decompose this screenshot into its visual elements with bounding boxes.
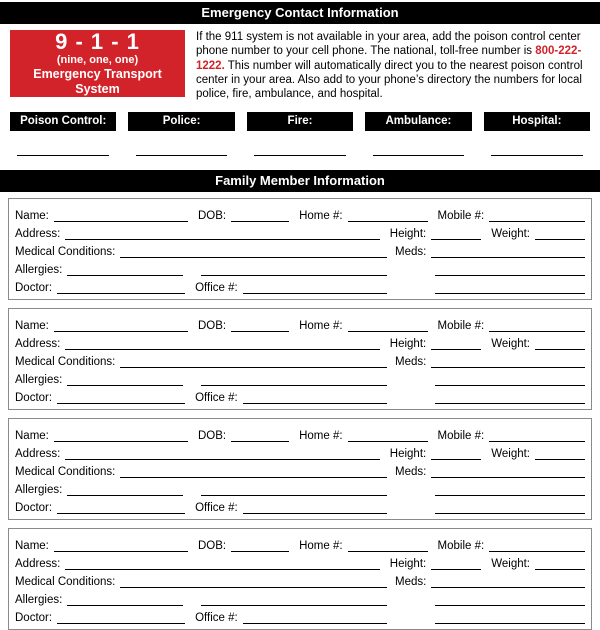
doctor-label: Doctor: bbox=[15, 502, 53, 515]
medical-conditions-blank-line bbox=[120, 245, 387, 258]
intro-paragraph bbox=[196, 30, 590, 101]
member-row-doctor bbox=[15, 606, 585, 624]
emergency-contact-form bbox=[0, 2, 600, 630]
member-row-allergies bbox=[15, 368, 585, 386]
contact-label: Police: bbox=[128, 112, 234, 131]
emergency-contacts-row bbox=[0, 112, 600, 156]
dob-label: DOB: bbox=[197, 540, 227, 553]
member-row-address bbox=[15, 442, 585, 460]
member-row-medical bbox=[15, 460, 585, 478]
weight-blank-line bbox=[535, 447, 585, 460]
doctor-label: Doctor: bbox=[15, 612, 53, 625]
contact-column bbox=[365, 112, 471, 156]
name-blank-line bbox=[54, 209, 188, 222]
doctor-blank-line bbox=[57, 391, 185, 404]
member-row-name bbox=[15, 314, 585, 332]
member-row-doctor bbox=[15, 276, 585, 294]
meds-continuation-zone bbox=[395, 483, 585, 496]
meds-label: Meds: bbox=[395, 356, 427, 369]
name-blank-line bbox=[54, 319, 188, 332]
address-blank-line bbox=[65, 557, 379, 570]
meds-blank-line bbox=[431, 465, 585, 478]
meds-blank-line-2 bbox=[435, 263, 585, 276]
allergies-extra-blank-line bbox=[201, 373, 387, 386]
doctor-blank-line bbox=[57, 281, 185, 294]
weight-label: Weight: bbox=[491, 448, 530, 461]
member-row-allergies bbox=[15, 478, 585, 496]
name-label: Name: bbox=[15, 210, 49, 223]
address-blank-line bbox=[65, 227, 379, 240]
mobile-phone-blank-line bbox=[489, 539, 585, 552]
allergies-label: Allergies: bbox=[15, 484, 63, 497]
911-banner bbox=[10, 30, 185, 97]
contact-column bbox=[484, 112, 590, 156]
mobile-phone-label: Mobile #: bbox=[437, 540, 485, 553]
meds-continuation-zone-2 bbox=[395, 391, 585, 404]
911-number: 9 - 1 - 1 bbox=[55, 29, 140, 54]
meds-continuation-zone bbox=[395, 593, 585, 606]
contact-label: Ambulance: bbox=[365, 112, 471, 131]
office-phone-label: Office #: bbox=[195, 392, 238, 405]
mobile-phone-label: Mobile #: bbox=[437, 210, 485, 223]
family-member-block-2 bbox=[8, 308, 592, 410]
section-header-emergency bbox=[0, 2, 600, 24]
meds-zone bbox=[395, 355, 585, 368]
doctor-label: Doctor: bbox=[15, 282, 53, 295]
home-phone-blank-line bbox=[348, 209, 428, 222]
medical-conditions-label: Medical Conditions: bbox=[15, 576, 116, 589]
medical-conditions-blank-line bbox=[120, 575, 387, 588]
contact-blank-line bbox=[136, 155, 228, 156]
height-label: Height: bbox=[389, 448, 427, 461]
height-blank-line bbox=[431, 337, 481, 350]
height-label: Height: bbox=[389, 338, 427, 351]
911-system-label: Emergency Transport System bbox=[33, 67, 162, 96]
member-row-medical bbox=[15, 240, 585, 258]
meds-label: Meds: bbox=[395, 576, 427, 589]
meds-zone bbox=[395, 575, 585, 588]
allergies-extra-blank-line bbox=[201, 263, 387, 276]
meds-blank-line-3 bbox=[435, 391, 585, 404]
office-phone-blank-line bbox=[243, 501, 387, 514]
address-blank-line bbox=[65, 447, 379, 460]
home-phone-blank-line bbox=[348, 539, 428, 552]
medical-conditions-label: Medical Conditions: bbox=[15, 246, 116, 259]
medical-conditions-label: Medical Conditions: bbox=[15, 356, 116, 369]
family-section-title: Family Member Information bbox=[215, 173, 385, 189]
allergies-extra-blank-line bbox=[201, 593, 387, 606]
family-member-blocks bbox=[0, 198, 600, 630]
member-row-allergies bbox=[15, 258, 585, 276]
dob-blank-line bbox=[231, 319, 289, 332]
member-row-address bbox=[15, 332, 585, 350]
dob-blank-line bbox=[231, 429, 289, 442]
allergies-extra-blank-line bbox=[201, 483, 387, 496]
height-label: Height: bbox=[389, 558, 427, 571]
contact-blank-line bbox=[491, 155, 583, 156]
member-row-name bbox=[15, 204, 585, 222]
meds-blank-line bbox=[431, 575, 585, 588]
weight-blank-line bbox=[535, 337, 585, 350]
weight-label: Weight: bbox=[491, 338, 530, 351]
meds-blank-line-3 bbox=[435, 501, 585, 514]
office-phone-label: Office #: bbox=[195, 612, 238, 625]
contact-label: Hospital: bbox=[484, 112, 590, 131]
contact-label: Fire: bbox=[247, 112, 353, 131]
meds-continuation-zone-2 bbox=[395, 501, 585, 514]
dob-label: DOB: bbox=[197, 320, 227, 333]
contact-column bbox=[128, 112, 234, 156]
allergies-label: Allergies: bbox=[15, 374, 63, 387]
office-phone-blank-line bbox=[243, 391, 387, 404]
member-row-medical bbox=[15, 350, 585, 368]
intro-section bbox=[0, 24, 600, 101]
home-phone-blank-line bbox=[348, 319, 428, 332]
dob-label: DOB: bbox=[197, 210, 227, 223]
name-blank-line bbox=[54, 539, 188, 552]
address-label: Address: bbox=[15, 448, 61, 461]
mobile-phone-blank-line bbox=[489, 429, 585, 442]
allergies-blank-line bbox=[67, 263, 183, 276]
weight-label: Weight: bbox=[491, 228, 530, 241]
contact-column bbox=[10, 112, 116, 156]
member-row-medical bbox=[15, 570, 585, 588]
weight-blank-line bbox=[535, 557, 585, 570]
poison-control-phone-number: 800-222-1222. bbox=[196, 45, 582, 72]
home-phone-label: Home #: bbox=[299, 320, 343, 333]
meds-blank-line bbox=[431, 245, 585, 258]
meds-zone bbox=[395, 465, 585, 478]
meds-continuation-zone bbox=[395, 263, 585, 276]
contact-label: Poison Control: bbox=[10, 112, 116, 131]
member-row-doctor bbox=[15, 496, 585, 514]
contact-blank-line bbox=[254, 155, 346, 156]
meds-label: Meds: bbox=[395, 466, 427, 479]
meds-blank-line-2 bbox=[435, 373, 585, 386]
family-member-block-3 bbox=[8, 418, 592, 520]
office-phone-label: Office #: bbox=[195, 502, 238, 515]
meds-blank-line-3 bbox=[435, 281, 585, 294]
office-phone-blank-line bbox=[243, 281, 387, 294]
weight-label: Weight: bbox=[491, 558, 530, 571]
intro-text-part1: If the 911 system is not available in your area, add the poison control center phone number to your cell phone. The national, toll-free number is bbox=[196, 31, 581, 58]
height-blank-line bbox=[431, 227, 481, 240]
address-label: Address: bbox=[15, 338, 61, 351]
mobile-phone-blank-line bbox=[489, 319, 585, 332]
allergies-label: Allergies: bbox=[15, 264, 63, 277]
member-row-allergies bbox=[15, 588, 585, 606]
medical-conditions-blank-line bbox=[120, 465, 387, 478]
member-row-doctor bbox=[15, 386, 585, 404]
home-phone-label: Home #: bbox=[299, 430, 343, 443]
dob-label: DOB: bbox=[197, 430, 227, 443]
weight-blank-line bbox=[535, 227, 585, 240]
dob-blank-line bbox=[231, 209, 289, 222]
name-blank-line bbox=[54, 429, 188, 442]
meds-zone bbox=[395, 245, 585, 258]
allergies-blank-line bbox=[67, 483, 183, 496]
meds-blank-line bbox=[431, 355, 585, 368]
address-blank-line bbox=[65, 337, 379, 350]
mobile-phone-label: Mobile #: bbox=[437, 320, 485, 333]
name-label: Name: bbox=[15, 540, 49, 553]
office-phone-label: Office #: bbox=[195, 282, 238, 295]
name-label: Name: bbox=[15, 320, 49, 333]
address-label: Address: bbox=[15, 228, 61, 241]
allergies-blank-line bbox=[67, 373, 183, 386]
family-member-block-1 bbox=[8, 198, 592, 300]
911-words: (nine, one, one) bbox=[56, 54, 139, 66]
member-row-address bbox=[15, 552, 585, 570]
home-phone-blank-line bbox=[348, 429, 428, 442]
mobile-phone-blank-line bbox=[489, 209, 585, 222]
height-blank-line bbox=[431, 557, 481, 570]
meds-blank-line-2 bbox=[435, 593, 585, 606]
meds-continuation-zone bbox=[395, 373, 585, 386]
member-row-name bbox=[15, 534, 585, 552]
mobile-phone-label: Mobile #: bbox=[437, 430, 485, 443]
height-blank-line bbox=[431, 447, 481, 460]
medical-conditions-blank-line bbox=[120, 355, 387, 368]
intro-text-part2: This number will automatically direct you to the nearest poison control center in your area. Also add to your phone’s directory the numbers for local police, fire, ambulance, and hospital. bbox=[196, 59, 583, 101]
page-title: Emergency Contact Information bbox=[201, 5, 399, 20]
contact-blank-line bbox=[17, 155, 109, 156]
section-header-family bbox=[0, 170, 600, 192]
member-row-address bbox=[15, 222, 585, 240]
dob-blank-line bbox=[231, 539, 289, 552]
allergies-label: Allergies: bbox=[15, 594, 63, 607]
meds-continuation-zone-2 bbox=[395, 281, 585, 294]
contact-column bbox=[247, 112, 353, 156]
meds-blank-line-2 bbox=[435, 483, 585, 496]
home-phone-label: Home #: bbox=[299, 540, 343, 553]
address-label: Address: bbox=[15, 558, 61, 571]
meds-label: Meds: bbox=[395, 246, 427, 259]
family-member-block-4 bbox=[8, 528, 592, 630]
doctor-blank-line bbox=[57, 501, 185, 514]
name-label: Name: bbox=[15, 430, 49, 443]
height-label: Height: bbox=[389, 228, 427, 241]
contact-blank-line bbox=[373, 155, 465, 156]
allergies-blank-line bbox=[67, 593, 183, 606]
doctor-label: Doctor: bbox=[15, 392, 53, 405]
medical-conditions-label: Medical Conditions: bbox=[15, 466, 116, 479]
member-row-name bbox=[15, 424, 585, 442]
home-phone-label: Home #: bbox=[299, 210, 343, 223]
